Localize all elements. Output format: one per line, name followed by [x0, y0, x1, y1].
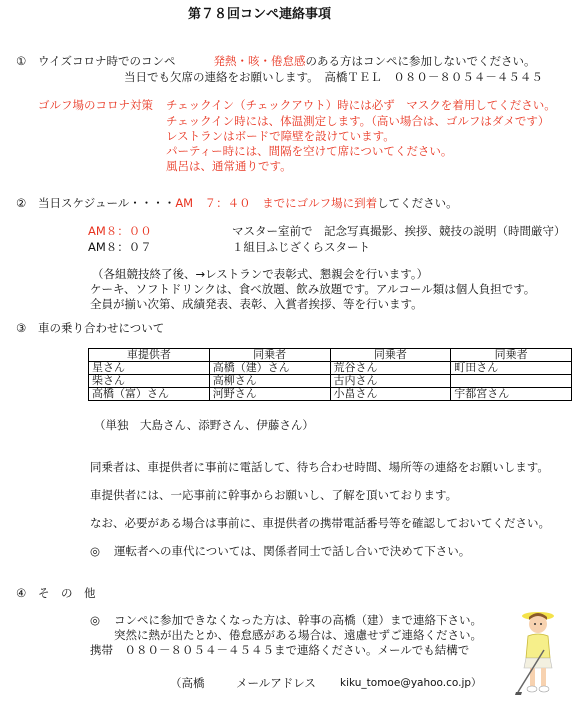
section-2-note: ケーキ、ソフトドリンクは、食べ放題、飲み放題です。アルコール類は個人負担です。	[90, 282, 536, 296]
table-cell: 小畠さん	[330, 388, 451, 401]
solo-drivers: （単独 大島さん、添野さん、伊藤さん）	[94, 418, 314, 432]
table-cell: 星さん	[89, 362, 210, 375]
section-1-absence-contact: 当日でも欠席の連絡をお願いします。 高橋ＴＥＬ ０８０－８０５４－４５４５	[124, 70, 543, 84]
column-header-passenger: 同乗者	[330, 349, 451, 362]
table-header-row	[89, 349, 572, 362]
golfer-shoe	[539, 686, 549, 692]
schedule-description: １組目ふじざくらスタート	[232, 240, 370, 254]
section-2-note: 全員が揃い次第、成績発表、表彰、入賞者挨拶、等を行います。	[90, 297, 423, 311]
section-2-lead-rest: してください。	[377, 196, 458, 210]
table-cell: 高柳さん	[209, 375, 330, 388]
section-1-policy-line: 風呂は、通常通りです。	[166, 159, 292, 173]
table-cell: 河野さん	[209, 388, 330, 401]
golfer-eye	[534, 623, 536, 625]
section-3-lead: 車の乗り合わせについて	[38, 321, 165, 335]
section-1-lead	[38, 54, 536, 68]
column-header-passenger: 同乗者	[209, 349, 330, 362]
golf-club-head	[515, 692, 522, 695]
section-4-number: ④	[16, 586, 27, 600]
table-cell: 宇都宮さん	[451, 388, 572, 401]
golfer-shoe	[527, 686, 537, 692]
carpool-instruction: 車提供者には、一応事前に幹事からお願いし、了解を頂いております。	[90, 488, 458, 502]
golfer-shirt	[526, 634, 550, 658]
table-cell: 柴さん	[89, 375, 210, 388]
golfer-eye	[540, 623, 542, 625]
table-row	[89, 375, 572, 388]
car-fare-note: 運転者への車代については、関係者同士で話し合いで決めて下さい。	[114, 544, 471, 558]
section-1-policy-line: レストランはボードで障壁を設けています。	[166, 129, 395, 143]
section-2-lead-text: 当日スケジュール・・・・	[38, 196, 176, 210]
section-3-number: ③	[16, 321, 27, 335]
schedule-time: AM８：００	[88, 224, 152, 238]
table-cell: 町田さん	[451, 362, 572, 375]
section-1-policy-line: チェックイン（チェックアウト）時には必ず マスクを着用してください。	[166, 98, 556, 112]
page-title: 第７８回コンペ連絡事項	[188, 7, 332, 22]
bullet-mark: ◎	[90, 544, 101, 558]
other-note-line: 携帯 ０８０－８０５４－４５４５まで連絡ください。メールでも結構で	[90, 643, 470, 657]
contact-email: kiku_tomoe@yahoo.co.jp）	[340, 677, 482, 689]
other-note-line: 突然に熱が出たとか、倦怠感がある場合は、遠慮せずご連絡ください。	[114, 628, 482, 642]
bullet-mark: ◎	[90, 613, 101, 627]
section-1-policy-line: チェックイン時には、体温測定します。（高い場合は、ゴルフはダメです）	[166, 114, 550, 128]
section-1-lead-text: ウイズコロナ時でのコンペ	[38, 54, 176, 68]
section-1-policy-line: パーティー時には、間隔を空けて席についてください。	[166, 144, 453, 158]
carpool-instruction: なお、必要がある場合は事前に、車提供者の携帯電話番号等を確認しておいてください。	[90, 516, 550, 530]
section-2-note: （各組競技終了後、→レストランで表彰式、懇親会を行います。）	[92, 267, 429, 281]
section-1-number: ①	[16, 54, 27, 68]
section-2-arrival-time: AM ７：４０ までにゴルフ場に到着	[175, 196, 378, 210]
golfer-leg	[541, 668, 546, 686]
carpool-table	[88, 348, 572, 401]
section-1-lead-rest: のある方はコンペに参加しないでください。	[305, 54, 536, 68]
golfer-illustration	[508, 606, 570, 698]
table-cell: 高橋（富）さん	[89, 388, 210, 401]
other-note-line: コンペに参加できなくなった方は、幹事の高橋（建）まで連絡下さい。	[114, 613, 482, 627]
schedule-time: AM８：０７	[88, 240, 152, 254]
schedule-description: マスター室前で 記念写真撮影、挨拶、競技の説明（時間厳守）	[232, 224, 566, 238]
column-header-passenger: 同乗者	[451, 349, 572, 362]
section-1-policy-label: ゴルフ場のコロナ対策	[38, 98, 153, 112]
contact-email-label: メールアドレス	[236, 676, 316, 690]
table-cell: 古内さん	[330, 375, 451, 388]
section-4-lead: そ の 他	[38, 586, 96, 600]
carpool-instruction: 同乗者は、車提供者に事前に電話して、待ち合わせ時間、場所等の連絡をお願いします。	[90, 460, 549, 474]
column-header-driver: 車提供者	[89, 349, 210, 362]
table-cell: 荒谷さん	[330, 362, 451, 375]
table-cell: 高橋（建）さん	[209, 362, 330, 375]
section-1-symptoms: 発熱・咳・倦怠感	[213, 54, 306, 68]
table-row	[89, 362, 572, 375]
table-row	[89, 388, 572, 401]
section-2-lead	[38, 196, 458, 210]
table-cell	[451, 375, 572, 388]
section-2-number: ②	[16, 196, 27, 210]
contact-name: （高橋	[170, 676, 205, 690]
